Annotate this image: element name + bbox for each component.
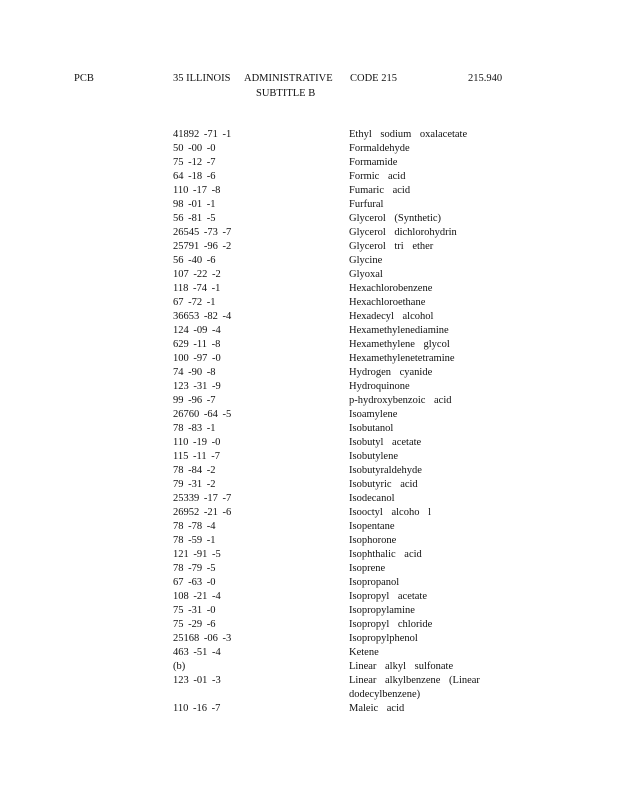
list-item [0, 380, 618, 394]
chemical-name: Ethyl sodium oxalacetate [349, 129, 468, 140]
list-item [0, 422, 618, 436]
chemical-name: Hexadecyl alcohol [349, 311, 434, 322]
list-item [0, 156, 618, 170]
cas-number: 56 -81 -5 [173, 213, 216, 224]
cas-number: 74 -90 -8 [173, 367, 216, 378]
cas-number: 26952 -21 -6 [173, 507, 232, 518]
chemical-name: Isobutyl acetate [349, 437, 422, 448]
cas-number: 110 -16 -7 [173, 703, 221, 714]
list-item [0, 366, 618, 380]
header-title-1: 35 ILLINOIS [173, 73, 231, 84]
list-item [0, 142, 618, 156]
chemical-name: Glycerol dichlorohydrin [349, 227, 457, 238]
header-section-number: 215.940 [468, 73, 503, 84]
cas-number: 67 -72 -1 [173, 297, 216, 308]
chemical-name: Isophthalic acid [349, 549, 422, 560]
cas-number: 25168 -06 -3 [173, 633, 232, 644]
list-item [0, 310, 618, 324]
chemical-name: Isopropyl chloride [349, 619, 433, 630]
list-item [0, 170, 618, 184]
cas-number: 36653 -82 -4 [173, 311, 232, 322]
chemical-name: Isobutylene [349, 451, 398, 462]
chemical-name: Hydrogen cyanide [349, 367, 433, 378]
list-item [0, 338, 618, 352]
list-item [0, 520, 618, 534]
list-item [0, 604, 618, 618]
list-item [0, 128, 618, 142]
cas-number: 463 -51 -4 [173, 647, 221, 658]
chemical-name: Isooctyl alcoho l [349, 507, 431, 518]
chemical-name: Hexamethylene glycol [349, 339, 450, 350]
cas-number: 64 -18 -6 [173, 171, 216, 182]
chemical-name: Hexachlorobenzene [349, 283, 433, 294]
chemical-name: Furfural [349, 199, 384, 210]
cas-number: 50 -00 -0 [173, 143, 216, 154]
chemical-name: Isopentane [349, 521, 395, 532]
chemical-name: Isoamylene [349, 409, 398, 420]
list-item [0, 226, 618, 240]
cas-number: 79 -31 -2 [173, 479, 216, 490]
header-left: PCB [74, 73, 94, 84]
list-item [0, 324, 618, 338]
list-item [0, 198, 618, 212]
chemical-name: Isopropanol [349, 577, 400, 588]
list-item [0, 240, 618, 254]
list-item [0, 534, 618, 548]
cas-number: 26760 -64 -5 [173, 409, 232, 420]
cas-number: 124 -09 -4 [173, 325, 221, 336]
list-item [0, 646, 618, 660]
list-item [0, 548, 618, 562]
cas-number: 25791 -96 -2 [173, 241, 232, 252]
chemical-name: Glycerol (Synthetic) [349, 213, 442, 224]
cas-number: 78 -79 -5 [173, 563, 216, 574]
chemical-name: Linear alkylbenzene (Linear dodecylbenzene) [349, 675, 480, 700]
cas-number: 78 -84 -2 [173, 465, 216, 476]
chemical-name: Isopropyl acetate [349, 591, 428, 602]
chemical-name: Isodecanol [349, 493, 395, 504]
cas-number: 25339 -17 -7 [173, 493, 232, 504]
cas-number: 78 -59 -1 [173, 535, 216, 546]
cas-number: 78 -78 -4 [173, 521, 216, 532]
list-item [0, 282, 618, 296]
list-item [0, 212, 618, 226]
chemical-name: Isophorone [349, 535, 397, 546]
chemical-name: Isoprene [349, 563, 386, 574]
list-item [0, 576, 618, 590]
chemical-name: Glycerol tri ether [349, 241, 434, 252]
list-item [0, 590, 618, 604]
chemical-name: Formaldehyde [349, 143, 410, 154]
list-item [0, 702, 618, 716]
chemical-name: Formamide [349, 157, 398, 168]
chemical-name: Isobutyric acid [349, 479, 418, 490]
cas-number: 75 -29 -6 [173, 619, 216, 630]
chemical-name: Hydroquinone [349, 381, 410, 392]
chemical-name: Linear alkyl sulfonate [349, 661, 454, 672]
chemical-name: Hexachloroethane [349, 297, 426, 308]
chemical-name: Isopropylamine [349, 605, 415, 616]
list-item [0, 184, 618, 198]
cas-number: 115 -11 -7 [173, 451, 220, 462]
list-item [0, 632, 618, 646]
header-code: CODE 215 [350, 73, 397, 84]
cas-number: 41892 -71 -1 [173, 129, 232, 140]
chemical-name: Glyoxal [349, 269, 383, 280]
chemical-name: Formic acid [349, 171, 406, 182]
cas-number: 67 -63 -0 [173, 577, 216, 588]
cas-number: 100 -97 -0 [173, 353, 221, 364]
cas-number: (b) [173, 661, 186, 672]
list-item [0, 618, 618, 632]
list-item [0, 450, 618, 464]
list-item [0, 254, 618, 268]
chemical-name: Maleic acid [349, 703, 405, 714]
header-subtitle: SUBTITLE B [256, 88, 316, 99]
cas-number: 110 -19 -0 [173, 437, 221, 448]
cas-number: 98 -01 -1 [173, 199, 216, 210]
chemical-name: Glycine [349, 255, 383, 266]
chemical-name: Hexamethylenediamine [349, 325, 449, 336]
chemical-list [0, 128, 618, 716]
cas-number: 99 -96 -7 [173, 395, 216, 406]
list-item [0, 352, 618, 366]
list-item [0, 408, 618, 422]
list-item [0, 674, 618, 702]
chemical-name: p-hydroxybenzoic acid [349, 395, 452, 406]
cas-number: 56 -40 -6 [173, 255, 216, 266]
cas-number: 121 -91 -5 [173, 549, 221, 560]
list-item [0, 478, 618, 492]
list-item [0, 660, 618, 674]
list-item [0, 394, 618, 408]
chemical-name: Isopropylphenol [349, 633, 418, 644]
cas-number: 107 -22 -2 [173, 269, 221, 280]
cas-number: 118 -74 -1 [173, 283, 221, 294]
cas-number: 75 -12 -7 [173, 157, 216, 168]
list-item [0, 492, 618, 506]
list-item [0, 268, 618, 282]
cas-number: 123 -01 -3 [173, 675, 221, 686]
list-item [0, 562, 618, 576]
chemical-name: Hexamethylenetetramine [349, 353, 455, 364]
cas-number: 78 -83 -1 [173, 423, 216, 434]
cas-number: 123 -31 -9 [173, 381, 221, 392]
cas-number: 110 -17 -8 [173, 185, 221, 196]
chemical-name: Ketene [349, 647, 379, 658]
cas-number: 108 -21 -4 [173, 591, 221, 602]
list-item [0, 296, 618, 310]
cas-number: 629 -11 -8 [173, 339, 221, 350]
chemical-name: Isobutanol [349, 423, 394, 434]
list-item [0, 464, 618, 478]
list-item [0, 506, 618, 520]
cas-number: 75 -31 -0 [173, 605, 216, 616]
list-item [0, 436, 618, 450]
chemical-name: Fumaric acid [349, 185, 411, 196]
cas-number: 26545 -73 -7 [173, 227, 232, 238]
chemical-name: Isobutyraldehyde [349, 465, 422, 476]
header-title-2: ADMINISTRATIVE [244, 73, 333, 84]
